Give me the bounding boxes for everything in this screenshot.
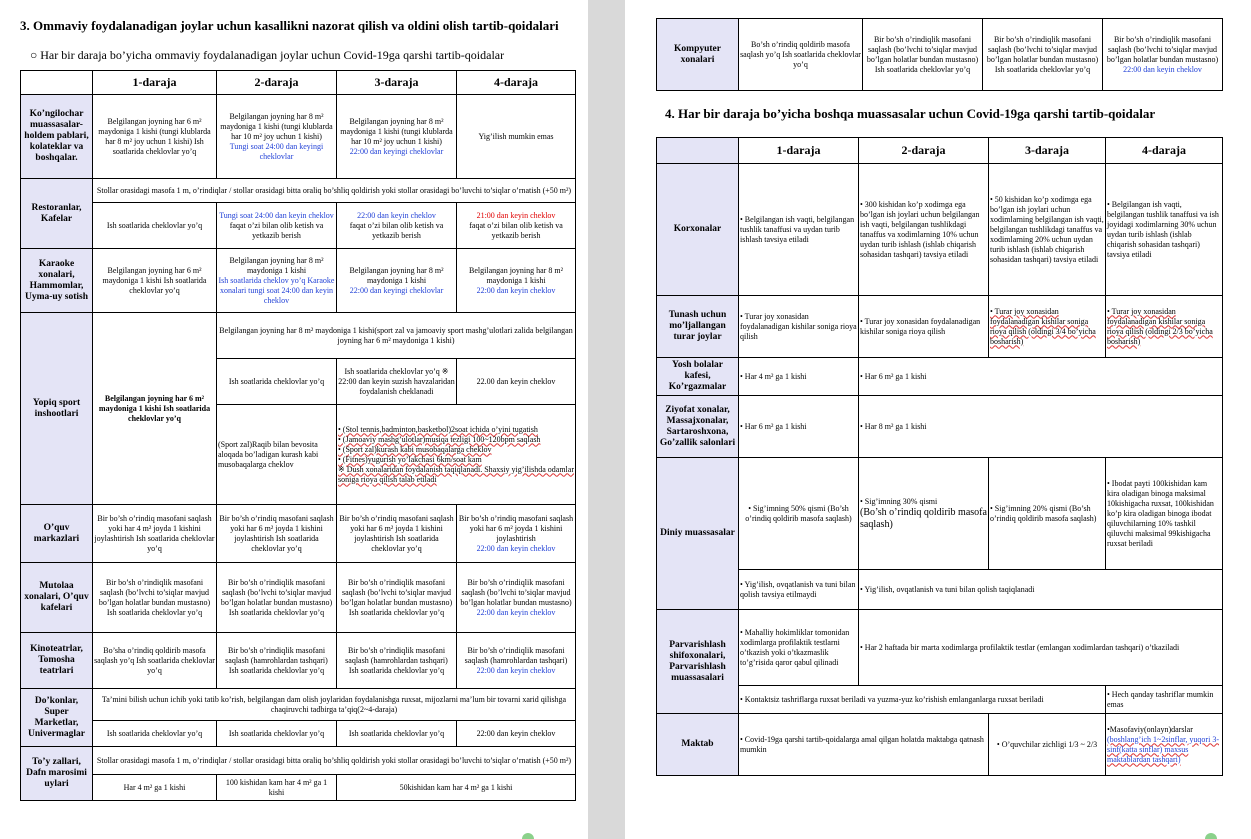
rule-cell — [1103, 19, 1223, 91]
rule-cell — [337, 249, 457, 313]
row-label: Diniy muassasalar — [657, 458, 739, 610]
rule-cell — [337, 633, 457, 689]
rule-highlight: 22:00 dan keyin cheklov — [476, 285, 556, 295]
rule-cell: Ish soatlarida cheklovlar yo’q ※ 22:00 dan keyin suzish havzalaridan foydalanish cheklanadi — [337, 359, 457, 405]
level-header: 1-daraja — [93, 71, 217, 95]
rule-cell: • 300 kishidan ko’p xodimga ega bo’lgan ish joylari uchun belgilangan ish vaqti, belgilangan tushlikdagi tanaffus va xodimlarning 10% uchun uydan turib ishlash (ishlab chiqarish sohasidan tashqari) tavsiya etiladi — [859, 164, 989, 296]
rule-cell: • Covid-19ga qarshi tartib-qoidalarga amal qilgan holatda maktabga qatnash mumkin — [739, 714, 989, 776]
rule-cell: Ish soatlarida cheklovlar yo’q — [217, 721, 337, 747]
rule-cell: • Har 6 m² ga 1 kishi — [859, 358, 1223, 396]
row-label: Kinoteatrlar, Tomosha teatrlari — [21, 633, 93, 689]
rule-cell — [217, 203, 337, 249]
row-label: To’y zallari, Dafn marosimi uylari — [21, 747, 93, 801]
rule-cell — [457, 633, 576, 689]
rule-cell: • Har 2 haftada bir marta xodimlarga profilaktik testlar (emlangan xodimlardan tashqari) o’tkaziladi — [859, 610, 1223, 686]
rule-cell: (Sport zal)Raqib bilan bevosita aloqada bo’ladigan kurash kabi musobaqalarga cheklov — [217, 405, 337, 505]
rule-cell: • Turar joy xonasidan foydalanadigan kishilar soniga rioya qilish (oldingi 3/4 bo’yicha bosharish) — [989, 296, 1106, 358]
rule-cell: 22:00 dan keyin cheklov — [457, 721, 576, 747]
public-places-table — [20, 70, 576, 801]
rule-cell: • Har 8 m² ga 1 kishi — [859, 396, 1223, 458]
rule-cell: • Yig’ilish, ovqatlanish va tuni bilan qolish taqiqlanadi — [859, 570, 1223, 610]
rule-cell: • Belgilangan ish vaqti, belgilangan tushlik tanaffusi va ish joyidagi xodimlarning 30% uchun uydan turib ishlash (ishlab chiqarish sohasidan tashqari) tavsiya etiladi — [1106, 164, 1223, 296]
rule-cell: 22.00 dan keyin cheklov — [457, 359, 576, 405]
section-heading-3: 3. Ommaviy foydalanadigan joylar uchun kasallikni nazorat qilish va oldini olish tartib-qoidalari — [20, 18, 559, 33]
rule-cell: Belgilangan joyning har 6 m² maydoniga 1 kishi (tungi klublarda har 8 m² joy uchun 1 kishi) Ish soatlarida cheklovlar yo’q — [93, 95, 217, 179]
rule-cell: • Turar joy xonasidan foydalanadigan kishilar soniga rioya qilish (oldingi 2/3 bo’yicha bosharish) — [1106, 296, 1223, 358]
rule-cell — [457, 563, 576, 633]
rule-list-item: • (Stol tennis,badminton,basketbol)2soat ichida o’yini tugatish — [338, 424, 538, 434]
rule-cell: Belgilangan joyning har 6 m² maydoniga 1 kishi Ish soatlarida cheklovlar yo’q — [93, 249, 217, 313]
rule-highlight: 22:00 dan keyingi cheklovlar — [349, 285, 444, 295]
rule-highlight: (boshlang’ich 1~2sinflar, yuqori 3-sinf(katta sinflar) maxsus maktablardan tashqari) — [1107, 734, 1219, 764]
rule-text: Ish soatlarida cheklovlar yo’q — [874, 64, 971, 74]
rule-text: Belgilangan joyning har 8 m² maydoniga 1 kishi (tungi klublarda har 10 m² joy uchun 1 kishi) — [220, 111, 333, 141]
rule-cell: • 50 kishidan ko’p xodimga ega bo’lgan ish joylari uchun xodimlarning belgilangan ish vaqti, belgilangan tushlikdagi tanaffus va xodimlarning 20% uchun uydan turib ishlash (ishlab chiqarish sohasidan tashqari) tavsiya etiladi — [989, 164, 1106, 296]
rule-text: (Bo’sh o’rindiq qoldirib masofa saqlash) — [860, 506, 987, 530]
rule-cell: • Har 4 m² ga 1 kishi — [739, 358, 859, 396]
rule-cell: • Hech qanday tashriflar mumkin emas — [1106, 686, 1223, 714]
rule-text: Belgilangan joyning har 8 m² maydoniga 1 kishi (tungi klublarda har 10 m² joy uchun 1 kishi) — [340, 116, 453, 146]
rule-highlight: 22:00 dan keyin cheklov — [357, 210, 436, 220]
row-label: Yosh bolalar kafesi, Ko’rgazmalar — [657, 358, 739, 396]
rule-cell: Ish soatlarida cheklovlar yo’q — [93, 203, 217, 249]
rule-cell-wide: Belgilangan joyning har 8 m² maydoniga 1 kishi(sport zal va jamoaviy sport mashg’ulotlari zalida belgilangan joyning har 6 m² maydoniga 1 kishi) — [217, 313, 576, 359]
rule-cell: Ish soatlarida cheklovlar yo’q — [217, 359, 337, 405]
row-label: Ko’ngilochar muassasalar-holdem pablari, kolateklar va boshqalar. — [21, 95, 93, 179]
rule-cell — [457, 249, 576, 313]
section-heading-4: 4. Har bir daraja bo’yicha boshqa muassasalar uchun Covid-19ga qarshi tartib-qoidalar — [665, 106, 1156, 121]
rule-cell — [859, 458, 989, 570]
rule-cell — [863, 19, 983, 91]
rule-text: Ish soatlarida cheklovlar yo’q — [348, 665, 445, 675]
rule-text: Bir bo’sh o’rindiqlik masofani saqlash (bo’lvchi to’siqlar mavjud bo’lgan holatlar bundan mustasno) — [220, 577, 333, 607]
rule-text: Bir bo’sh o’rindiqlik masofani saqlash (bo’lvchi to’siqlar mavjud bo’lgan holatlar bundan mustasno) — [866, 34, 979, 64]
rule-text: Belgilangan joyning har 8 m² maydoniga 1 kishi — [229, 255, 324, 275]
rule-text: Belgilangan joyning har 8 m² maydoniga 1 kishi — [349, 265, 444, 285]
row-label: Maktab — [657, 714, 739, 776]
rule-cell: Bir bo’sh o’rindiq masofani saqlash yoki har 4 m² joyda 1 kishini joylashtirish Ish soatlarida cheklovlar yo’q — [93, 505, 217, 563]
rule-text: Bir bo’sh o’rindiq masofani saqlash yoki har 6 m² joyda 1 kishini joylashtirish — [458, 513, 574, 543]
rule-cell — [337, 203, 457, 249]
rule-cell — [93, 563, 217, 633]
section-subheading: ○ Har bir daraja bo’yicha ommaviy foydalanadigan joylar uchun Covid-19ga qarshi tartib-qoidalar — [30, 48, 505, 62]
rule-cell — [457, 203, 576, 249]
rule-cell: • Sig’imning 50% qismi (Bo’sh o’rindiq qoldirib masofa saqlash) — [739, 458, 859, 570]
rule-highlight: 22:00 dan keyin cheklov — [1123, 64, 1202, 74]
row-label: Restoranlar, Kafelar — [21, 179, 93, 249]
rule-highlight: 22:00 dan keyingi cheklovlar — [349, 146, 444, 156]
rule-cell: • Belgilangan ish vaqti, belgilangan tushlik tanaffusi va uydan turib ishlash tavsiya etiladi — [739, 164, 859, 296]
rule-cell: Belgilangan joyning har 6 m² maydoniga 1 kishi Ish soatlarida cheklovlar yo’q — [93, 313, 217, 505]
rule-text: Bir bo’sh o’rindiqlik masofani saqlash (hamrohlardan tashqari) — [225, 645, 328, 665]
rule-cell-wide: Ta’mini bilish uchun ichib yoki tatib ko’rish, belgilangan dam olish joylaridan foydalanishga ruxsat, mijozlarni ma’lum bir tovarni xarid qilishga chaqiruvchi tadbirga ta’qiq(2~4-daraja) — [93, 689, 576, 721]
rule-cell: Yig’ilish mumkin emas — [457, 95, 576, 179]
header-blank-cell — [657, 138, 739, 164]
rule-text: faqat o’zi bilan olib ketish va yetkazib berish — [469, 220, 563, 240]
rule-cell: 100 kishidan kam har 4 m² ga 1 kishi — [217, 775, 337, 801]
rule-cell-wide: Stollar orasidagi masofa 1 m, o’rindiqlar / stollar orasidagi bitta oraliq bo’shliq qoldirish yoki stollar orasidagi bo’luvchi to’siqlar o’rnatish (+50 m²) — [93, 179, 576, 203]
rule-text: Ish soatlarida cheklovlar yo’q — [106, 607, 203, 617]
rule-cell: • Sig’imning 20% qismi (Bo’sh o’rindiq qoldirib masofa saqlash) — [989, 458, 1106, 570]
computer-rooms-table — [656, 18, 1223, 91]
level-header: 2-daraja — [217, 71, 337, 95]
rule-cell: 50kishidan kam har 4 m² ga 1 kishi — [337, 775, 576, 801]
rule-cell — [1106, 714, 1223, 776]
level-header: 4-daraja — [457, 71, 576, 95]
rule-cell: • Har 6 m² ga 1 kishi — [739, 396, 859, 458]
rule-highlight: 22:00 dan keyin cheklov — [476, 665, 556, 675]
rule-text: •Masofaviy(onlayn)darslar — [1107, 724, 1193, 734]
rule-text: Bir bo’sh o’rindiqlik masofani saqlash (bo’lvchi to’siqlar mavjud bo’lgan holatlar bundan mustasno) — [98, 577, 211, 607]
level-header: 3-daraja — [337, 71, 457, 95]
rule-highlight: 22:00 dan keyin cheklov — [476, 607, 556, 617]
row-label: Mutolaa xonalari, O’quv kafelari — [21, 563, 93, 633]
rule-cell: Bo’sha o’rindiq qoldirib masofa saqlash yo’q Ish soatlarida cheklovlar yo’q — [93, 633, 217, 689]
other-institutions-table — [656, 137, 1223, 776]
rule-text: faqat o’zi bilan olib ketish va yetkazib berish — [349, 220, 444, 240]
level-header: 1-daraja — [739, 138, 859, 164]
page-marker-icon — [1205, 833, 1217, 839]
rule-cell: • Yig’ilish, ovqatlanish va tuni bilan qolish tavsiya etilmaydi — [739, 570, 859, 610]
rule-cell: Ish soatlarida cheklovlar yo’q — [93, 721, 217, 747]
rule-cell-wide: Stollar orasidagi masofa 1 m, o’rindiqlar / stollar orasidagi bitta oraliq bo’shliq qoldirish yoki stollar orasidagi bo’luvchi to’siqlar o’rnatish (+50 m²) — [93, 747, 576, 775]
rule-list-item: • (Sport zal)kurash kabi musobaqalarga cheklov — [338, 444, 492, 454]
row-label: Do’konlar, Super Marketlar, Univermaglar — [21, 689, 93, 747]
level-header: 2-daraja — [859, 138, 989, 164]
rule-cell: Bir bo’sh o’rindiq masofani saqlash yoki har 6 m² joyda 1 kishini joylashtirish Ish soatlarida cheklovlar yo’q — [217, 505, 337, 563]
row-label: O’quv markazlari — [21, 505, 93, 563]
rule-cell: Bir bo’sh o’rindiq masofani saqlash yoki har 6 m² joyda 1 kishini joylashtirish Ish soatlarida cheklovlar yo’q — [337, 505, 457, 563]
rule-warning: 21:00 dan keyin cheklov — [476, 210, 556, 220]
rule-text: Bir bo’sh o’rindiqlik masofani saqlash (hamrohlardan tashqari) — [345, 645, 448, 665]
rule-cell: • Kontaktsiz tashriflarga ruxsat beriladi va yuzma-yuz ko’rishish emlanganlarga ruxsat beriladi — [739, 686, 1106, 714]
level-header: 4-daraja — [1106, 138, 1223, 164]
rule-list-item: ※ Dush xonalaridan foydalanish taqiqlanadi. Shaxsiy yig’ilishda odamlar soniga rioya qilish talab etiladi — [338, 464, 574, 484]
page-marker-icon — [522, 833, 534, 839]
rule-cell — [337, 563, 457, 633]
row-label: Yopiq sport inshootlari — [21, 313, 93, 505]
rule-highlight: Tungi soat 24:00 dan keyin cheklov — [219, 210, 334, 220]
row-label: Korxonalar — [657, 164, 739, 296]
rule-cell: Ish soatlarida cheklovlar yo’q — [337, 721, 457, 747]
header-blank-cell — [21, 71, 93, 95]
rule-text: Bir bo’sh o’rindiqlik masofani saqlash (bo’lvchi to’siqlar mavjud bo’lgan holatlar bundan mustasno) — [340, 577, 453, 607]
rule-text: Bir bo’sh o’rindiqlik masofani saqlash (bo’lvchi to’siqlar mavjud bo’lgan holatlar bundan mustasno) — [1106, 34, 1219, 64]
rule-text: faqat o’zi bilan olib ketish va yetkazib berish — [229, 220, 324, 240]
rule-cell — [217, 563, 337, 633]
rule-cell: Har 4 m² ga 1 kishi — [93, 775, 217, 801]
rule-cell: • O’quvchilar zichligi 1/3 ~ 2/3 — [989, 714, 1106, 776]
row-label: Parvarishlash shifoxonalari, Parvarishlash muassasalari — [657, 610, 739, 714]
rule-cell — [983, 19, 1103, 91]
rule-cell: Bo’sh o’rindiq qoldirib masofa saqlash yo’q Ish soatlarida cheklovlar yo’q — [739, 19, 863, 91]
rule-list-cell — [337, 405, 576, 505]
rule-text: Ish soatlarida cheklovlar yo’q — [228, 665, 325, 675]
row-label: Karaoke xonalari, Hammomlar, Uyma-uy sotish — [21, 249, 93, 313]
rule-text: Bir bo’sh o’rindiqlik masofani saqlash (bo’lvchi to’siqlar mavjud bo’lgan holatlar bundan mustasno) — [460, 577, 572, 607]
rule-cell — [217, 249, 337, 313]
right-page — [625, 0, 1251, 839]
rule-text: Ish soatlarida cheklovlar yo’q — [348, 607, 445, 617]
rule-cell — [337, 95, 457, 179]
rule-cell — [217, 95, 337, 179]
level-header: 3-daraja — [989, 138, 1106, 164]
rule-cell — [217, 633, 337, 689]
rule-text: Ish soatlarida cheklovlar yo’q — [228, 607, 325, 617]
rule-highlight: 22:00 dan keyin cheklov — [476, 543, 556, 553]
rule-cell: • Ibodat payti 100kishidan kam kira oladigan binoga maksimal 10kishigacha ruxsat, 100kishidan ko’p kira oladigan binoga ibodat qiluvchilarning 10% tashkil qiluvchi maksimal 99kishigacha ruxsat beriladi — [1106, 458, 1223, 570]
rule-highlight: Ish soatlarida cheklov yo’q Karaoke xonalari tungi soat 24:00 dan keyin cheklov — [218, 275, 335, 305]
rule-cell: • Mahalliy hokimliklar tomonidan xodimlarga profilaktik testlarni o’tkazish yoki o’tkazmaslik to’g’risida qaror qabul qilinadi — [739, 610, 859, 686]
row-label: Ziyofat xonalar, Massajxonalar, Sartaroshxona, Go’zallik salonlari — [657, 396, 739, 458]
rule-cell: • Turar joy xonasidan foydalanadigan kishilar soniga rioya qilish — [859, 296, 989, 358]
row-label: Kompyuter xonalari — [657, 19, 739, 91]
row-label: Tunash uchun mo’ljallangan turar joylar — [657, 296, 739, 358]
rule-list-item: • (Fitnes)yugurish yo’lakchasi 6km/soat kam — [338, 454, 482, 464]
rule-text: Ish soatlarida cheklovlar yo’q — [994, 64, 1091, 74]
rule-cell: • Turar joy xonasidan foydalanadigan kishilar soniga rioya qilish — [739, 296, 859, 358]
rule-text: Bir bo’sh o’rindiqlik masofani saqlash (hamrohlardan tashqari) — [464, 645, 568, 665]
left-page — [0, 0, 588, 839]
rule-text: Belgilangan joyning har 8 m² maydoniga 1 kishi — [469, 265, 563, 285]
rule-list-item: • (Jamoaviy mashg’ulotlar)musiqa tezligi 100~120bpm saqlash — [338, 434, 541, 444]
rule-cell — [457, 505, 576, 563]
rule-highlight: Tungi soat 24:00 dan keyingi cheklovlar — [229, 141, 324, 161]
rule-text: Bir bo’sh o’rindiqlik masofani saqlash (bo’lvchi to’siqlar mavjud bo’lgan holatlar bundan mustasno) — [986, 34, 1099, 64]
rule-text: • Sig’imning 30% qismi — [860, 496, 938, 506]
